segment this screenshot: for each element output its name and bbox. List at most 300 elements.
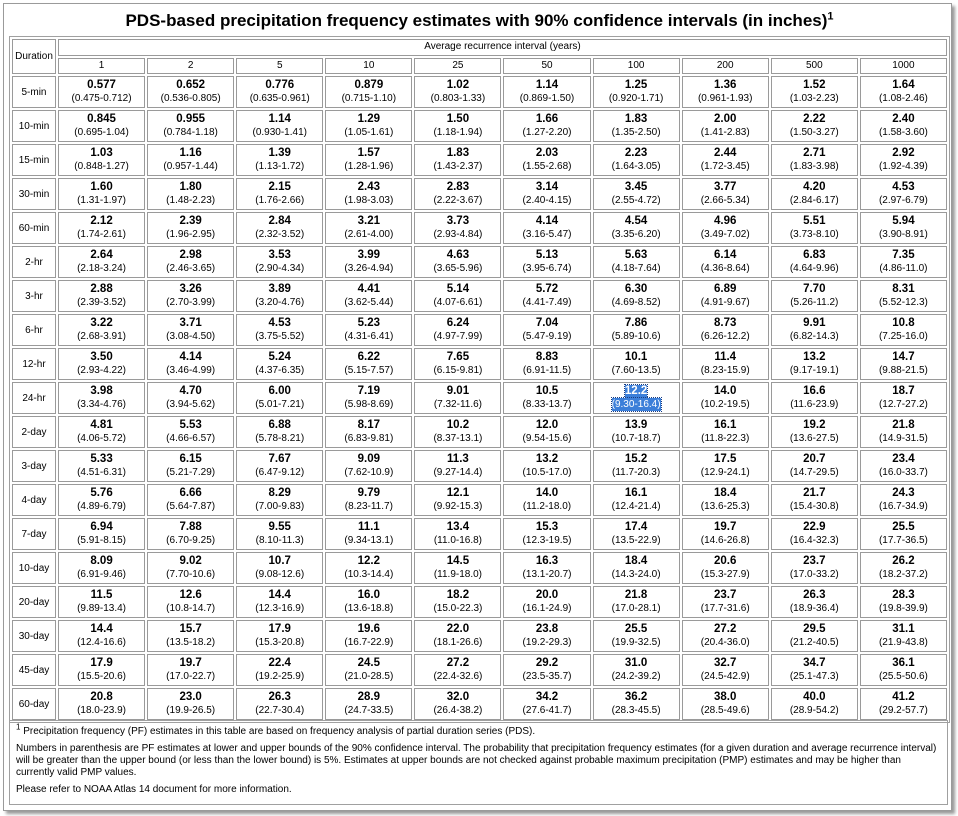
estimate-cell[interactable] [414,688,501,720]
estimate-cell[interactable] [325,586,412,618]
interval-header-1000: 1000 [860,58,947,75]
estimate-cell[interactable] [236,280,323,312]
pf-estimate: 6.14 [714,249,737,261]
estimate-cell[interactable] [860,76,947,108]
estimate-cell[interactable] [771,450,858,482]
estimate-cell[interactable] [503,654,590,686]
estimate-cell[interactable] [593,586,680,618]
estimate-cell[interactable] [236,246,323,278]
estimate-cell[interactable] [593,620,680,652]
estimate-cell[interactable] [325,552,412,584]
pf-estimate: 9.55 [268,521,291,533]
estimate-cell[interactable] [58,348,145,380]
pf-estimate: 1.29 [357,113,381,125]
estimate-cell[interactable] [414,314,501,346]
pf-estimate: 14.0 [535,487,559,499]
pf-estimate: 25.5 [892,521,915,533]
estimate-cell[interactable] [58,484,145,516]
pf-estimate: 8.17 [357,419,381,431]
note-1 [16,722,941,738]
confidence-interval: (4.18-7.64) [611,263,661,274]
estimate-cell[interactable] [860,518,947,550]
estimate-cell[interactable] [682,620,769,652]
confidence-interval: (24.2-39.2) [611,671,661,682]
estimate-cell[interactable] [682,382,769,414]
estimate-cell[interactable] [682,552,769,584]
estimate-cell[interactable] [147,382,234,414]
confidence-interval: (17.0-22.7) [166,671,216,682]
confidence-interval: (7.32-11.6) [433,399,483,410]
estimate-cell[interactable] [236,450,323,482]
estimate-cell[interactable] [147,654,234,686]
estimate-cell[interactable] [414,110,501,142]
estimate-cell[interactable] [236,178,323,210]
estimate-cell[interactable] [771,688,858,720]
table-row [12,688,947,720]
estimate-cell[interactable] [771,484,858,516]
estimate-cell[interactable] [771,178,858,210]
estimate-cell[interactable] [147,280,234,312]
confidence-interval: (6.91-11.5) [522,365,572,376]
estimate-cell[interactable] [325,484,412,516]
estimate-cell[interactable] [682,484,769,516]
estimate-cell[interactable] [58,688,145,720]
pf-estimate: 7.70 [803,283,826,295]
confidence-interval: (1.72-3.45) [700,161,750,172]
confidence-interval: (8.23-11.7) [344,501,393,512]
pf-estimate: 1.36 [714,79,737,91]
estimate-cell[interactable] [860,416,947,448]
estimate-cell[interactable] [236,688,323,720]
estimate-cell[interactable] [325,110,412,142]
estimate-cell[interactable] [503,552,590,584]
estimate-cell[interactable] [593,76,680,108]
estimate-cell[interactable] [860,280,947,312]
pf-estimate: 38.0 [714,691,737,703]
estimate-cell[interactable] [325,450,412,482]
confidence-interval: (11.8-22.3) [701,433,750,444]
estimate-cell[interactable] [682,178,769,210]
estimate-cell[interactable] [503,416,590,448]
estimate-cell[interactable] [414,416,501,448]
estimate-cell[interactable] [682,654,769,686]
pf-estimate: 4.70 [179,385,202,397]
pf-estimate: 6.66 [179,487,202,499]
pf-estimate: 11.5 [90,589,113,601]
estimate-cell[interactable] [58,246,145,278]
estimate-cell[interactable] [593,450,680,482]
confidence-interval: (14.9-31.5) [878,433,928,444]
confidence-interval: (0.920-1.71) [608,93,664,104]
estimate-cell[interactable] [236,348,323,380]
estimate-cell[interactable] [771,348,858,380]
pf-estimate: 1.83 [446,147,470,159]
estimate-cell[interactable] [147,246,234,278]
estimate-cell[interactable] [682,416,769,448]
estimate-cell[interactable] [503,518,590,550]
confidence-interval: (1.96-2.95) [166,229,216,240]
estimate-cell[interactable] [325,382,412,414]
estimate-cell[interactable] [593,382,680,414]
estimate-cell[interactable] [503,314,590,346]
confidence-interval: (21.0-28.5) [344,671,394,682]
confidence-interval: (18.1-26.6) [433,637,483,648]
estimate-cell[interactable] [771,246,858,278]
estimate-cell[interactable] [771,586,858,618]
confidence-interval: (16.4-32.3) [789,535,839,546]
estimate-cell[interactable] [503,586,590,618]
estimate-cell[interactable] [860,110,947,142]
estimate-cell[interactable] [325,246,412,278]
estimate-cell[interactable] [860,212,947,244]
estimate-cell[interactable] [682,76,769,108]
estimate-cell[interactable] [414,246,501,278]
estimate-cell[interactable] [414,144,501,176]
confidence-interval: (3.08-4.50) [166,331,216,342]
estimate-cell[interactable] [414,586,501,618]
estimate-cell[interactable] [771,110,858,142]
estimate-cell[interactable] [682,450,769,482]
estimate-cell[interactable] [771,76,858,108]
estimate-cell[interactable] [503,620,590,652]
estimate-cell[interactable] [58,110,145,142]
pf-estimate: 13.9 [624,419,648,431]
estimate-cell[interactable] [147,144,234,176]
estimate-cell[interactable] [325,314,412,346]
pf-estimate: 7.65 [446,351,470,363]
confidence-interval: (16.7-22.9) [344,637,394,648]
estimate-cell[interactable] [414,280,501,312]
estimate-cell[interactable] [414,382,501,414]
estimate-cell[interactable] [503,280,590,312]
confidence-interval: (25.5-50.6) [878,671,928,682]
pf-estimate: 27.2 [446,657,470,669]
confidence-interval: (16.7-34.9) [878,501,928,512]
confidence-interval: (15.0-22.3) [433,603,483,614]
pf-estimate: 14.0 [714,385,737,397]
estimate-cell[interactable] [325,688,412,720]
estimate-cell[interactable] [860,620,947,652]
estimate-cell[interactable] [236,518,323,550]
estimate-cell[interactable] [325,280,412,312]
confidence-interval: (1.08-2.46) [878,93,928,104]
estimate-cell[interactable] [503,450,590,482]
estimate-cell[interactable] [325,178,412,210]
confidence-interval: (4.86-11.0) [879,263,928,274]
estimate-cell[interactable] [58,212,145,244]
estimate-cell[interactable] [503,76,590,108]
estimate-cell[interactable] [147,76,234,108]
estimate-cell[interactable] [236,110,323,142]
confidence-interval: (15.4-30.8) [789,501,839,512]
estimate-cell[interactable] [147,314,234,346]
estimate-cell[interactable] [325,212,412,244]
interval-header-5: 5 [236,58,323,75]
estimate-cell[interactable] [414,212,501,244]
estimate-cell[interactable] [860,552,947,584]
estimate-cell[interactable] [593,178,680,210]
estimate-cell[interactable] [771,620,858,652]
estimate-cell[interactable] [682,280,769,312]
estimate-cell[interactable] [325,518,412,550]
estimate-cell[interactable] [860,246,947,278]
pf-estimate: 6.89 [714,283,737,295]
estimate-cell[interactable] [593,348,680,380]
estimate-cell[interactable] [414,348,501,380]
estimate-cell[interactable] [58,178,145,210]
duration-label: 2-day [12,416,56,448]
pf-estimate: 4.96 [714,215,737,227]
estimate-cell[interactable] [593,144,680,176]
pf-estimate: 12.2 [357,555,381,567]
pf-estimate: 25.5 [624,623,648,635]
estimate-cell[interactable] [58,382,145,414]
confidence-interval: (3.46-4.99) [166,365,216,376]
estimate-cell[interactable] [58,144,145,176]
estimate-cell[interactable] [414,76,501,108]
estimate-cell[interactable] [593,416,680,448]
confidence-interval: (15.5-20.6) [77,671,126,682]
estimate-cell[interactable] [860,144,947,176]
interval-header-200: 200 [682,58,769,75]
estimate-cell[interactable] [236,212,323,244]
estimate-cell[interactable] [503,382,590,414]
confidence-interval: (6.82-14.3) [789,331,839,342]
pf-estimate: 6.88 [268,419,291,431]
pf-estimate: 3.21 [357,215,381,227]
estimate-cell[interactable] [58,416,145,448]
estimate-cell[interactable] [593,280,680,312]
confidence-interval: (27.6-41.7) [522,705,572,716]
confidence-interval: (5.52-12.3) [878,297,928,308]
pf-estimate: 6.30 [624,283,648,295]
confidence-interval: (0.784-1.18) [163,127,218,138]
estimate-cell[interactable] [771,382,858,414]
duration-label: 10-day [12,552,56,584]
pf-estimate: 7.04 [535,317,559,329]
estimate-cell[interactable] [771,416,858,448]
estimate-cell[interactable] [771,280,858,312]
confidence-interval: (1.13-1.72) [255,161,305,172]
interval-header-10: 10 [325,58,412,75]
estimate-cell[interactable] [58,314,145,346]
estimate-cell[interactable] [414,484,501,516]
estimate-cell[interactable] [58,654,145,686]
pf-estimate: 9.02 [179,555,202,567]
estimate-cell[interactable] [593,654,680,686]
pf-estimate: 2.00 [714,113,737,125]
confidence-interval: (4.31-6.41) [344,331,394,342]
pf-estimate: 3.22 [90,317,113,329]
estimate-cell[interactable] [236,144,323,176]
estimate-cell[interactable] [147,348,234,380]
estimate-cell[interactable] [147,484,234,516]
estimate-cell[interactable] [147,620,234,652]
pf-estimate: 2.88 [90,283,113,295]
estimate-cell[interactable] [503,110,590,142]
pf-estimate: 1.14 [268,113,291,125]
estimate-cell[interactable] [147,212,234,244]
estimate-cell[interactable] [236,416,323,448]
estimate-cell[interactable] [325,416,412,448]
estimate-cell[interactable] [860,484,947,516]
table-row [12,76,947,108]
estimate-cell[interactable] [236,620,323,652]
estimate-cell[interactable] [593,110,680,142]
confidence-interval: (0.695-1.04) [74,127,129,138]
estimate-cell[interactable] [860,450,947,482]
estimate-cell[interactable] [593,246,680,278]
estimate-cell[interactable] [58,76,145,108]
estimate-cell[interactable] [771,314,858,346]
pf-estimate: 24.3 [892,487,915,499]
estimate-cell[interactable] [860,348,947,380]
estimate-cell[interactable] [58,586,145,618]
estimate-cell[interactable] [147,450,234,482]
estimate-cell[interactable] [593,552,680,584]
estimate-cell[interactable] [503,688,590,720]
estimate-cell[interactable] [771,212,858,244]
estimate-cell[interactable] [503,212,590,244]
estimate-cell[interactable] [860,586,947,618]
confidence-interval: (1.76-2.66) [255,195,305,206]
estimate-cell[interactable] [593,314,680,346]
estimate-cell[interactable] [682,246,769,278]
confidence-interval: (1.27-2.20) [522,127,572,138]
estimate-cell[interactable] [593,688,680,720]
estimate-cell[interactable] [147,552,234,584]
estimate-cell[interactable] [414,450,501,482]
estimate-cell[interactable] [860,688,947,720]
estimate-cell[interactable] [682,688,769,720]
estimate-cell[interactable] [414,552,501,584]
confidence-interval: (5.21-7.29) [166,467,216,478]
estimate-cell[interactable] [147,416,234,448]
estimate-cell[interactable] [236,484,323,516]
estimate-cell[interactable] [414,654,501,686]
estimate-cell[interactable] [503,178,590,210]
estimate-cell[interactable] [682,110,769,142]
estimate-cell[interactable] [325,144,412,176]
estimate-cell[interactable] [147,110,234,142]
estimate-cell[interactable] [860,178,947,210]
confidence-interval: (1.74-2.61) [77,229,126,240]
estimate-cell[interactable] [236,314,323,346]
estimate-cell[interactable] [58,552,145,584]
estimate-cell[interactable] [593,484,680,516]
estimate-cell[interactable] [325,654,412,686]
confidence-interval: (28.3-45.5) [611,705,661,716]
estimate-cell[interactable] [325,620,412,652]
confidence-interval: (2.61-4.00) [344,229,394,240]
pf-estimate: 3.99 [357,249,381,261]
estimate-cell[interactable] [860,314,947,346]
estimate-cell[interactable] [503,348,590,380]
estimate-cell[interactable] [325,76,412,108]
estimate-cell[interactable] [682,144,769,176]
pf-estimate: 20.7 [803,453,826,465]
estimate-cell[interactable] [325,348,412,380]
estimate-cell[interactable] [771,654,858,686]
confidence-interval: (2.40-4.15) [522,195,572,206]
confidence-interval: (10.3-14.4) [344,569,394,580]
confidence-interval: (12.9-24.1) [700,467,750,478]
estimate-cell[interactable] [682,314,769,346]
pf-estimate: 14.4 [268,589,291,601]
pf-estimate: 5.13 [535,249,559,261]
confidence-interval: (2.90-4.34) [255,263,305,274]
estimate-cell[interactable] [682,586,769,618]
estimate-cell[interactable] [682,348,769,380]
confidence-interval: (0.803-1.33) [430,93,486,104]
estimate-cell[interactable] [58,280,145,312]
estimate-cell[interactable] [771,518,858,550]
pf-estimate: 8.83 [535,351,559,363]
estimate-cell[interactable] [414,620,501,652]
estimate-cell[interactable] [58,450,145,482]
pf-estimate: 12.0 [535,419,559,431]
confidence-interval: (19.2-29.3) [522,637,572,648]
estimate-cell[interactable] [147,688,234,720]
estimate-cell[interactable] [147,586,234,618]
estimate-cell[interactable] [593,518,680,550]
estimate-cell[interactable] [58,620,145,652]
confidence-interval: (6.83-9.81) [344,433,394,444]
estimate-cell[interactable] [593,212,680,244]
interval-header-25: 25 [414,58,501,75]
pf-estimate: 11.1 [357,521,380,533]
estimate-cell[interactable] [236,76,323,108]
pf-estimate: 8.29 [268,487,291,499]
estimate-cell[interactable] [414,518,501,550]
estimate-cell[interactable] [147,178,234,210]
estimate-cell[interactable] [147,518,234,550]
estimate-cell[interactable] [414,178,501,210]
estimate-cell[interactable] [503,484,590,516]
confidence-interval: (21.9-43.8) [878,637,928,648]
confidence-interval: (5.01-7.21) [255,399,305,410]
confidence-interval: (2.55-4.72) [611,195,661,206]
pf-estimate: 5.23 [357,317,381,329]
confidence-interval: (1.48-2.23) [166,195,216,206]
pf-estimate: 14.4 [90,623,113,635]
estimate-cell[interactable] [682,518,769,550]
confidence-interval: (1.05-1.61) [344,127,394,138]
estimate-cell[interactable] [771,144,858,176]
estimate-cell[interactable] [236,654,323,686]
estimate-cell[interactable] [771,552,858,584]
pf-estimate: 1.03 [90,147,113,159]
estimate-cell[interactable] [682,212,769,244]
confidence-interval: (0.848-1.27) [74,161,129,172]
table-row [12,110,947,142]
pf-estimate: 41.2 [892,691,915,703]
confidence-interval: (16.0-33.7) [878,467,928,478]
estimate-cell[interactable] [503,246,590,278]
estimate-cell[interactable] [860,382,947,414]
pf-estimate: 10.1 [624,351,648,363]
estimate-cell[interactable] [503,144,590,176]
estimate-cell[interactable] [236,382,323,414]
estimate-cell[interactable] [236,586,323,618]
confidence-interval: (3.35-6.20) [611,229,661,240]
confidence-interval: (14.7-29.5) [789,467,839,478]
estimate-cell[interactable] [860,654,947,686]
duration-label: 30-day [12,620,56,652]
estimate-cell[interactable] [236,552,323,584]
estimate-cell[interactable] [58,518,145,550]
pf-estimate: 6.15 [179,453,202,465]
